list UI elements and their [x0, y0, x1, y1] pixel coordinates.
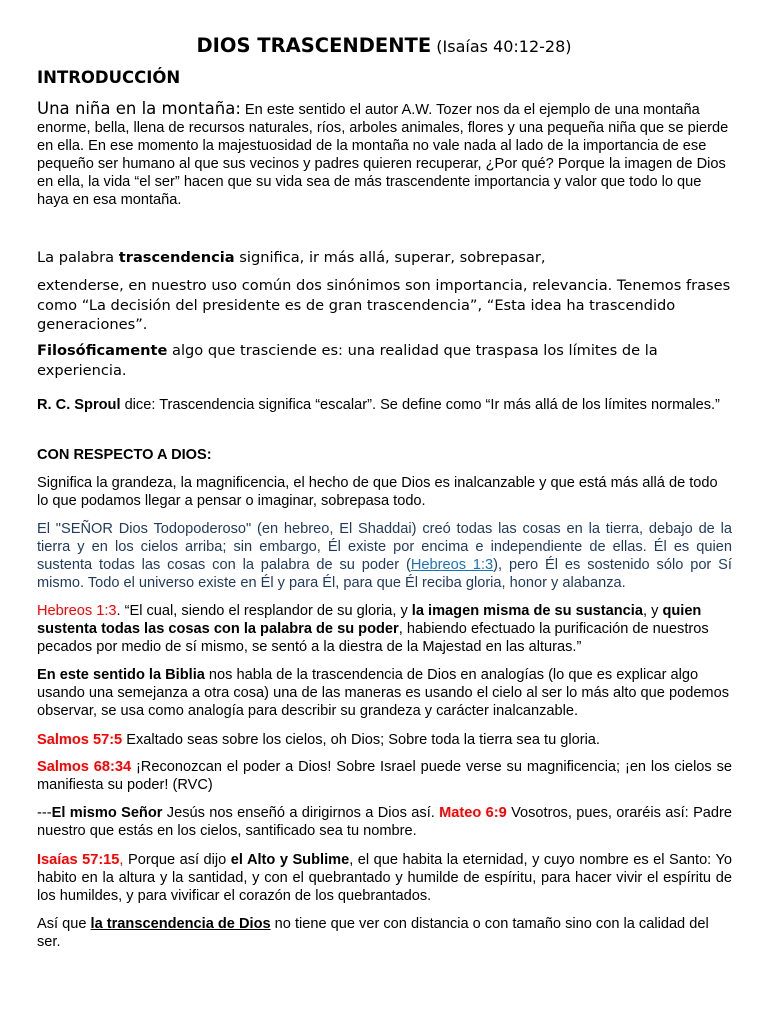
- paragraph-sproul: [37, 396, 732, 414]
- paragraph-text: Significa la grandeza, la magnificencia, el hecho de que Dios es inalcanzable y que está más allá de todo lo que podamos llegar a pensar o imaginar, sobrepasa todo.: [37, 475, 718, 509]
- paragraph-text: nos habla de la trascendencia de Dios en analogías (lo que es explicar algo usando una semejanza a otra cosa) una de las maneras es usando el cielo al ser lo más alto que podemos observar, se usa como analogía para describir su grandeza y carácter inalcanzable.: [37, 667, 729, 719]
- title-main: DIOS TRASCENDENTE: [196, 34, 432, 57]
- paragraph-trascendencia: [37, 248, 732, 268]
- emphasis-text: quien sustenta todas las cosas con la palabra de su poder: [37, 603, 702, 637]
- verse-ref-hebreos: Hebreos 1:3: [37, 603, 117, 619]
- paragraph-salmos-68: [37, 758, 732, 794]
- emphasis-text: la imagen misma de su sustancia: [411, 603, 643, 619]
- paragraph-biblia: [37, 666, 732, 720]
- paragraph-text: . “El cual, siendo el resplandor de su gloria, y: [116, 603, 412, 619]
- paragraph-text: En este sentido el autor A.W. Tozer nos da el ejemplo de una montaña enorme, bella, llena de recursos naturales, ríos, arboles animales, flores y una pequeña niña que se pierde en ella. En ese momento la majestuosidad de la montaña no vale nada al lado de la importancia de ese pequeño ser humano al que sus vecinos y padres quieren recuperar, ¿Por qué? Porque la imagen de Dios en ella, la vida “el ser” hacen que su vida sea de más trascendente importancia y valor que todo lo que haya en esa montaña.: [37, 102, 729, 208]
- intro-heading: INTRODUCCIÓN: [37, 68, 181, 87]
- paragraph-text: significa, ir más allá, superar, sobrepasar,: [234, 249, 546, 266]
- verse-ref-mateo: Mateo 6:9: [439, 805, 507, 821]
- paragraph-text: Vosotros, pues, oraréis así: Padre nuestro que estás en los cielos, santificado sea tu nombre.: [37, 805, 733, 839]
- paragraph-grandeza: [37, 474, 732, 510]
- term-filosoficamente: Filosóficamente: [37, 342, 168, 359]
- paragraph-text: ), pero Él es sostenido sólo por Sí mismo. Todo el universo existe en Él y para Él, para que Él reciba gloria, honor y alabanza.: [37, 557, 732, 591]
- emphasis-text: El mismo Señor: [51, 805, 163, 821]
- paragraph-nina-montana: [37, 100, 732, 209]
- paragraph-text: La palabra: [37, 249, 119, 266]
- paragraph-text: ,: [119, 852, 124, 868]
- paragraph-text: , habiendo efectuado la purificación de nuestros pecados por medio de sí mismo, se sentó a la diestra de la Majestad en las alturas.”: [37, 621, 709, 655]
- paragraph-text: ---: [37, 805, 52, 821]
- title-reference: (Isaías 40:12-28): [436, 37, 572, 56]
- paragraph-text: Así que: [37, 916, 91, 932]
- paragraph-text: , el que habita la eternidad, y cuyo nombre es el Santo: Yo habito en la altura y la santidad, y con el quebrantado y humilde de espíritu, para hacer vivir el espíritu de los humildes, y para vivificar el corazón de los quebrantados.: [37, 852, 732, 904]
- paragraph-text: extenderse, en nuestro uso común dos sinónimos son importancia, relevancia. Tenemos frases como “La decisión del presidente es de gran trascendencia”, “Esta idea ha trascendido generaciones”.: [37, 277, 731, 333]
- paragraph-text: Porque así dijo: [123, 852, 231, 868]
- page-title: [0, 33, 768, 60]
- paragraph-text: algo que trasciende es: una realidad que traspasa los límites de la experiencia.: [37, 342, 658, 379]
- emphasis-underlined: la transcendencia de Dios: [90, 916, 271, 932]
- paragraph-filosoficamente: [37, 341, 732, 380]
- paragraph-text: dice: Trascendencia significa “escalar”. Se define como “Ir más allá de los límites normales.”: [120, 397, 720, 413]
- paragraph-text: no tiene que ver con distancia o con tamaño sino con la calidad del ser.: [37, 916, 709, 950]
- paragraph-hebreos: [37, 602, 732, 656]
- paragraph-conclusion: [37, 915, 732, 951]
- paragraph-isaias: [37, 851, 732, 905]
- lead-nina-montana: Una niña en la montaña:: [37, 99, 241, 118]
- paragraph-text: Exaltado seas sobre los cielos, oh Dios; Sobre toda la tierra sea tu gloria.: [122, 732, 600, 748]
- verse-ref-salmos-57: Salmos 57:5: [37, 732, 123, 748]
- emphasis-text: el Alto y Sublime: [230, 852, 350, 868]
- author-sproul: R. C. Sproul: [37, 397, 121, 413]
- verse-ref-isaias: Isaías 57:15: [37, 852, 120, 868]
- paragraph-mateo: [37, 804, 732, 840]
- paragraph-shaddai: [37, 520, 732, 592]
- verse-ref-salmos-68: Salmos 68:34: [37, 759, 132, 775]
- paragraph-text: , y: [642, 603, 663, 619]
- emphasis-text: En este sentido la Biblia: [37, 667, 205, 683]
- section-heading-dios: CON RESPECTO A DIOS:: [37, 447, 212, 463]
- hebreos-link[interactable]: Hebreos 1:3: [410, 557, 494, 573]
- term-trascendencia: trascendencia: [118, 249, 235, 266]
- paragraph-salmos-57: [37, 731, 732, 749]
- paragraph-text: ¡Reconozcan el poder a Dios! Sobre Israel puede verse su magnificencia; ¡en los cielos se manifiesta su poder! (RVC): [37, 759, 732, 793]
- paragraph-text: El "SEÑOR Dios Todopoderoso" (en hebreo, El Shaddai) creó todas las cosas en la tierra, debajo de la tierra y en los cielos arriba; sin embargo, Él existe por encima e independiente de ellas. Él es quien sustenta todas las cosas con la palabra de su poder (: [37, 521, 732, 573]
- paragraph-extenderse: [37, 276, 732, 335]
- paragraph-text: Jesús nos enseñó a dirigirnos a Dios así.: [162, 805, 440, 821]
